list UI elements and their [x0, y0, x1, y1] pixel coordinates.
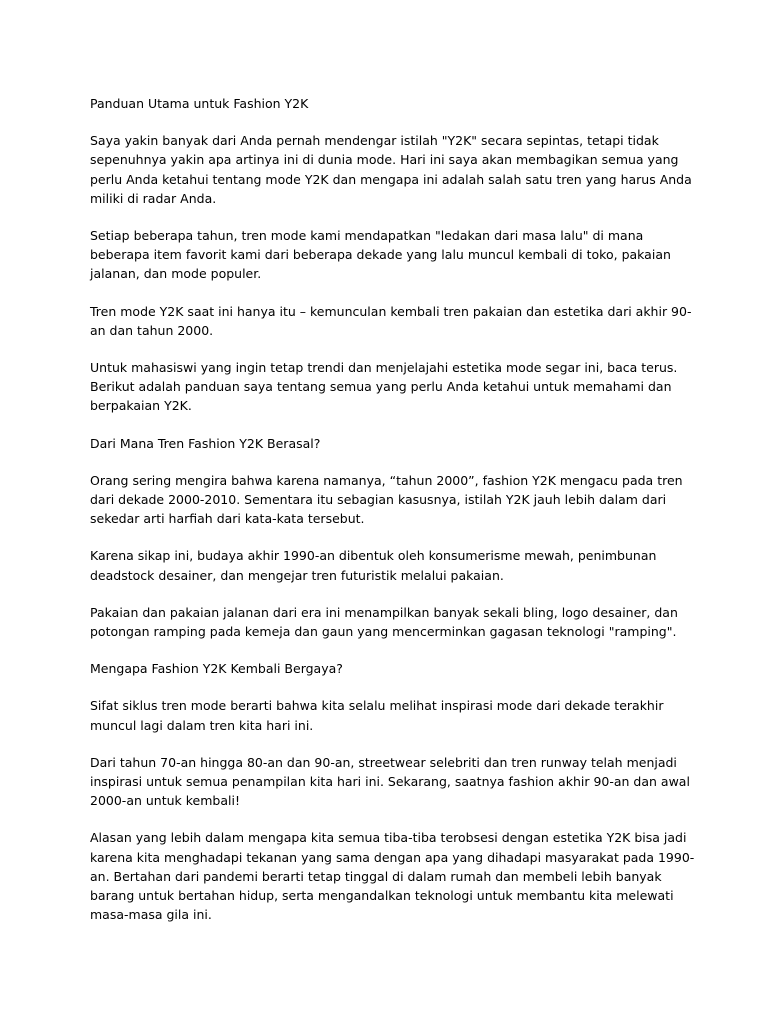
text-line: Panduan Utama untuk Fashion Y2K [90, 96, 309, 111]
text-line: inspirasi untuk semua penampilan kita hari ini. Sekarang, saatnya fashion akhir 90-an dan awal [90, 774, 690, 790]
text-line: deadstock desainer, dan mengejar tren futuristik melalui pakaian. [90, 567, 504, 583]
paragraph [90, 753, 690, 811]
text-line: beberapa item favorit kami dari beberapa dekade yang lalu muncul kembali di toko, pakaian [90, 247, 671, 263]
paragraph [90, 302, 690, 340]
paragraph [90, 226, 690, 284]
text-line: Setiap beberapa tahun, tren mode kami mendapatkan "ledakan dari masa lalu" di mana [90, 228, 644, 244]
paragraph [90, 696, 690, 734]
paragraph [90, 603, 690, 641]
paragraph [90, 358, 690, 416]
text-line: Orang sering mengira bahwa karena namanya, “tahun 2000”, fashion Y2K mengacu pada tren [90, 472, 683, 488]
section-heading [90, 659, 690, 678]
text-line: perlu Anda ketahui tentang mode Y2K dan mengapa ini adalah salah satu tren yang harus Anda [90, 171, 692, 187]
text-line: karena kita menghadapi tekanan yang sama dengan apa yang dihadapi masyarakat pada 1990- [90, 849, 695, 865]
text-line: sekedar arti harfiah dari kata-kata tersebut. [90, 511, 365, 527]
text-line: sepenuhnya yakin apa artinya ini di dunia mode. Hari ini saya akan membagikan semua yang [90, 152, 679, 168]
document-body [90, 94, 695, 943]
text-line: muncul lagi dalam tren kita hari ini. [90, 717, 314, 733]
text-line: berpakaian Y2K. [90, 398, 192, 414]
text-line: jalanan, dan mode populer. [90, 266, 262, 282]
paragraph [90, 471, 690, 529]
text-line: 2000-an untuk kembali! [90, 793, 240, 809]
text-line: an dan tahun 2000. [90, 322, 214, 338]
text-line: masa-masa gila ini. [90, 907, 212, 923]
text-line: Tren mode Y2K saat ini hanya itu – kemunculan kembali tren pakaian dan estetika dari akhir 90- [90, 303, 692, 319]
text-line: potongan ramping pada kemeja dan gaun yang mencerminkan gagasan teknologi "ramping". [90, 624, 677, 640]
text-line: Saya yakin banyak dari Anda pernah mendengar istilah "Y2K" secara sepintas, tetapi tidak [90, 133, 659, 149]
section-heading [90, 434, 690, 453]
text-line: Untuk mahasiswi yang ingin tetap trendi dan menjelajahi estetika mode segar ini, baca terus. [90, 360, 678, 376]
text-line: barang untuk bertahan hidup, serta mengandalkan teknologi untuk membantu kita melewati [90, 888, 674, 904]
paragraph [90, 131, 690, 208]
text-line: Dari tahun 70-an hingga 80-an dan 90-an, streetwear selebriti dan tren runway telah menjadi [90, 754, 677, 770]
text-line: Mengapa Fashion Y2K Kembali Bergaya? [90, 661, 343, 677]
section-heading [90, 94, 690, 113]
text-line: dari dekade 2000-2010. Sementara itu sebagian kasusnya, istilah Y2K jauh lebih dalam dari [90, 492, 667, 508]
text-line: Dari Mana Tren Fashion Y2K Berasal? [90, 435, 321, 451]
text-line: Berikut adalah panduan saya tentang semua yang perlu Anda ketahui untuk memahami dan [90, 379, 672, 395]
paragraph [90, 546, 690, 584]
paragraph [90, 828, 695, 924]
text-line: miliki di radar Anda. [90, 190, 217, 206]
text-line: Karena sikap ini, budaya akhir 1990-an dibentuk oleh konsumerisme mewah, penimbunan [90, 548, 657, 564]
text-line: Alasan yang lebih dalam mengapa kita semua tiba-tiba terobsesi dengan estetika Y2K bisa jadi [90, 830, 687, 846]
text-line: an. Bertahan dari pandemi berarti tetap tinggal di dalam rumah dan membeli lebih banyak [90, 868, 662, 884]
text-line: Sifat siklus tren mode berarti bahwa kita selalu melihat inspirasi mode dari dekade terakhir [90, 698, 664, 714]
text-line: Pakaian dan pakaian jalanan dari era ini menampilkan banyak sekali bling, logo desainer, dan [90, 604, 678, 620]
